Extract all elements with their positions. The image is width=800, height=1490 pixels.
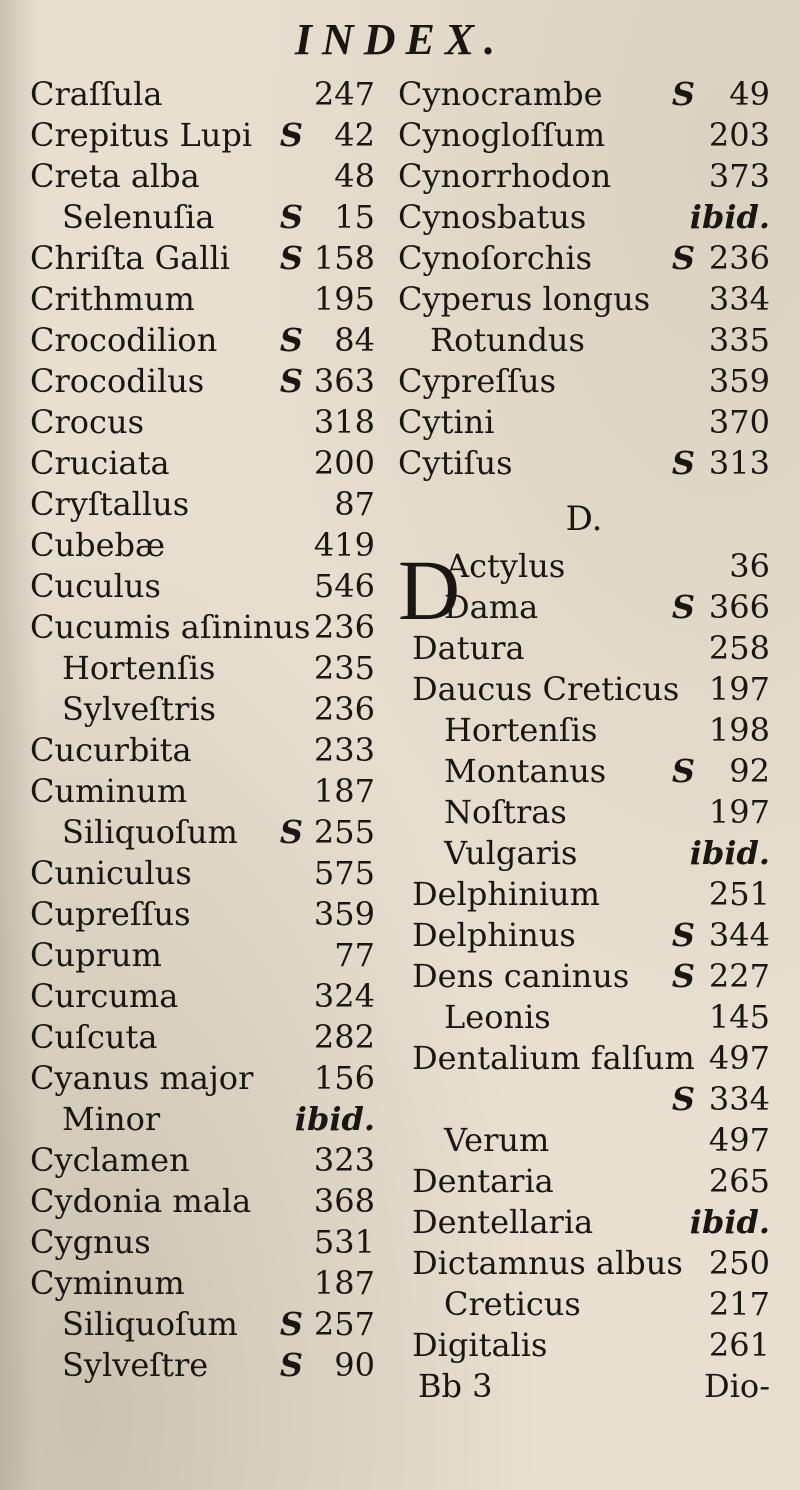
entry-term: Delphinium: [412, 875, 600, 913]
index-entry: [412, 1325, 770, 1366]
entry-page: 258: [708, 629, 770, 667]
entry-page: 370: [708, 403, 770, 441]
index-entry: [30, 443, 375, 484]
index-entry: [412, 915, 770, 956]
entry-page: 92: [729, 752, 770, 790]
index-entry: [412, 874, 770, 915]
entry-term: Cynorrhodon: [398, 157, 612, 195]
entry-page: 49: [729, 75, 770, 113]
entry-s-mark: S: [671, 1080, 695, 1118]
entry-term: Dama: [444, 588, 539, 626]
index-entry: [30, 935, 375, 976]
entry-term: Cuprum: [30, 936, 162, 974]
index-entry: [30, 1222, 375, 1263]
entry-term: Cynosbatus: [398, 198, 587, 236]
index-entry: [412, 956, 770, 997]
entry-page: 419: [313, 526, 375, 564]
entry-term: Cryſtallus: [30, 485, 190, 523]
entry-page: 235: [313, 649, 375, 687]
index-entry: [398, 156, 770, 197]
entry-term: Cuniculus: [30, 854, 192, 892]
entry-term: Dentaria: [412, 1162, 554, 1200]
entry-term: Cyperus longus: [398, 280, 651, 318]
index-entry: [30, 1017, 375, 1058]
index-entry: [398, 197, 770, 238]
entry-term: Creta alba: [30, 157, 200, 195]
entry-term: Chriſta Galli: [30, 239, 230, 277]
entry-term: Curcuma: [30, 977, 179, 1015]
right-column-c-entries: [398, 74, 770, 484]
entry-term: Sylveſtre: [62, 1346, 209, 1384]
entry-page: 197: [708, 793, 770, 831]
entry-page: 90: [334, 1346, 375, 1384]
entry-page: 255: [313, 813, 375, 851]
index-entry: [398, 361, 770, 402]
entry-page: 334: [708, 280, 770, 318]
entry-term: Cyminum: [30, 1264, 185, 1302]
entry-term: Cypreſſus: [398, 362, 556, 400]
entry-term: Actylus: [446, 547, 566, 585]
index-entry: [30, 689, 375, 730]
entry-page: 156: [313, 1059, 375, 1097]
index-entry: [30, 1345, 375, 1386]
index-entry: [30, 115, 375, 156]
entry-page: 282: [313, 1018, 375, 1056]
index-entry: [30, 156, 375, 197]
section-letter: D.: [565, 499, 603, 539]
entry-page: 335: [708, 321, 770, 359]
index-entry: [30, 730, 375, 771]
entry-term: Cynoſorchis: [398, 239, 593, 277]
entry-page: 227: [708, 957, 770, 995]
index-entry: [30, 566, 375, 607]
left-column: [30, 74, 375, 1386]
index-entry: [30, 812, 375, 853]
entry-term: Crocodilus: [30, 362, 205, 400]
entry-page: 575: [313, 854, 375, 892]
index-entry: [398, 402, 770, 443]
entry-page: 217: [708, 1285, 770, 1323]
entry-term: Cyanus major: [30, 1059, 254, 1097]
index-entry: [30, 402, 375, 443]
index-entry: [412, 1202, 770, 1243]
entry-term: Verum: [444, 1121, 550, 1159]
entry-page: 187: [313, 772, 375, 810]
entry-term: Selenuſia: [62, 198, 215, 236]
entry-page: 145: [708, 998, 770, 1036]
entry-term: Cyclamen: [30, 1141, 190, 1179]
entry-page: 48: [334, 157, 375, 195]
entry-s-mark: S: [279, 813, 303, 851]
index-entry: [412, 751, 770, 792]
entry-s-mark: S: [279, 1305, 303, 1343]
entry-term: Siliquoſum: [62, 813, 238, 851]
index-entry: [30, 771, 375, 812]
entry-page: 87: [334, 485, 375, 523]
entry-s-mark: S: [279, 362, 303, 400]
entry-page: 359: [313, 895, 375, 933]
entry-s-mark: S: [279, 321, 303, 359]
entry-term: Cupreſſus: [30, 895, 191, 933]
entry-page: 368: [313, 1182, 375, 1220]
entry-page: ibid.: [689, 834, 770, 872]
entry-page: 334: [708, 1080, 770, 1118]
entry-page: 236: [313, 608, 375, 646]
entry-term: Cytini: [398, 403, 495, 441]
entry-page: 84: [334, 321, 375, 359]
entry-term: Montanus: [444, 752, 607, 790]
index-entry: [412, 1038, 770, 1079]
index-entry: [30, 1263, 375, 1304]
entry-s-mark: S: [279, 198, 303, 236]
entry-page: 236: [313, 690, 375, 728]
entry-s-mark: S: [671, 444, 695, 482]
index-entry: [30, 853, 375, 894]
entry-page: 318: [313, 403, 375, 441]
entry-page: 497: [708, 1039, 770, 1077]
entry-page: 497: [708, 1121, 770, 1159]
entry-page: ibid.: [294, 1100, 375, 1138]
entry-term: Cucumis aſininus: [30, 608, 311, 646]
entry-page: 233: [313, 731, 375, 769]
entry-page: 373: [708, 157, 770, 195]
right-column: [398, 74, 770, 1407]
entry-term: Dens caninus: [412, 957, 630, 995]
entry-page: 77: [334, 936, 375, 974]
entry-term: Digitalis: [412, 1326, 548, 1364]
entry-term: Leonis: [444, 998, 551, 1036]
entry-term: Cuſcuta: [30, 1018, 158, 1056]
entry-term: Hortenſis: [444, 711, 598, 749]
entry-term: Hortenſis: [62, 649, 216, 687]
index-entry: [30, 238, 375, 279]
entry-page: 158: [313, 239, 375, 277]
index-entry: [398, 443, 770, 484]
entry-page: 203: [708, 116, 770, 154]
entry-term: Minor: [62, 1100, 161, 1138]
entry-page: 195: [313, 280, 375, 318]
entry-term: Dentalium falſum: [412, 1039, 695, 1077]
index-entry: [412, 710, 770, 751]
entry-page: 359: [708, 362, 770, 400]
entry-page: 363: [313, 362, 375, 400]
index-entry: [412, 1079, 770, 1120]
entry-page: 344: [708, 916, 770, 954]
index-entry: [398, 74, 770, 115]
entry-term: Siliquoſum: [62, 1305, 238, 1343]
entry-s-mark: S: [671, 752, 695, 790]
entry-term: Cygnus: [30, 1223, 151, 1261]
index-entry: [412, 1284, 770, 1325]
index-entry: [412, 833, 770, 874]
entry-term: Dictamnus albus: [412, 1244, 683, 1282]
entry-term: Cucurbita: [30, 731, 192, 769]
index-entry: [30, 1140, 375, 1181]
entry-term: Crithmum: [30, 280, 195, 318]
entry-term: Cytiſus: [398, 444, 513, 482]
entry-s-mark: S: [279, 116, 303, 154]
entry-term: Daucus Creticus: [412, 670, 680, 708]
entry-s-mark: S: [279, 239, 303, 277]
index-entry: [398, 115, 770, 156]
entry-page: 36: [729, 547, 770, 585]
index-entry: [30, 74, 375, 115]
entry-page: 250: [708, 1244, 770, 1282]
entry-page: 257: [313, 1305, 375, 1343]
entry-term: Delphinus: [412, 916, 576, 954]
index-entry: [30, 320, 375, 361]
entry-page: 200: [313, 444, 375, 482]
index-entry: [30, 1058, 375, 1099]
entry-term: Datura: [412, 629, 525, 667]
entry-term: Cydonia mala: [30, 1182, 252, 1220]
entry-s-mark: S: [671, 916, 695, 954]
entry-term: Sylveſtris: [62, 690, 216, 728]
entry-page: 324: [313, 977, 375, 1015]
index-entry: [412, 1243, 770, 1284]
entry-page: 15: [334, 198, 375, 236]
index-entry: [30, 648, 375, 689]
entry-page: 187: [313, 1264, 375, 1302]
entry-page: 251: [708, 875, 770, 913]
entry-s-mark: S: [671, 957, 695, 995]
index-entry: [30, 607, 375, 648]
entry-s-mark: S: [671, 588, 695, 626]
index-entry: [412, 1161, 770, 1202]
entry-page: ibid.: [689, 1203, 770, 1241]
entry-term: Crocodilion: [30, 321, 218, 359]
entry-page: 198: [708, 711, 770, 749]
entry-term: Creticus: [444, 1285, 581, 1323]
entry-page: 261: [708, 1326, 770, 1364]
entry-s-mark: S: [671, 239, 695, 277]
index-entry: [30, 894, 375, 935]
index-entry: [412, 587, 770, 628]
entry-s-mark: S: [671, 75, 695, 113]
index-entry: [412, 997, 770, 1038]
index-entry: [30, 976, 375, 1017]
index-entry: [30, 484, 375, 525]
page-header: INDEX.: [294, 15, 506, 64]
entry-term: Cruciata: [30, 444, 170, 482]
entry-term: Crocus: [30, 403, 144, 441]
entry-term: Cuminum: [30, 772, 188, 810]
entry-page: 197: [708, 670, 770, 708]
entry-term: Cynocrambe: [398, 75, 603, 113]
entry-page: 42: [334, 116, 375, 154]
entry-page: 236: [708, 239, 770, 277]
index-entry: [30, 361, 375, 402]
index-entry: [398, 320, 770, 361]
index-entry: [30, 525, 375, 566]
entry-term: Cuculus: [30, 567, 161, 605]
index-entry: [412, 669, 770, 710]
index-entry: [30, 1099, 375, 1140]
index-entry: [412, 628, 770, 669]
index-entry: [398, 238, 770, 279]
page-footer: [398, 1366, 770, 1407]
entry-term: Dentellaria: [412, 1203, 594, 1241]
index-entry: [30, 1304, 375, 1345]
entry-term: Cynogloſſum: [398, 116, 606, 154]
entry-term: Rotundus: [430, 321, 585, 359]
index-entry: [412, 1120, 770, 1161]
entry-page: ibid.: [689, 198, 770, 236]
index-entry: [412, 792, 770, 833]
index-entry: [398, 279, 770, 320]
entry-term: Vulgaris: [444, 834, 578, 872]
signature-mark: Bb 3: [418, 1367, 493, 1405]
entry-s-mark: S: [279, 1346, 303, 1384]
entry-term: Cubebæ: [30, 526, 166, 564]
catchword: Dio-: [704, 1367, 770, 1405]
entry-page: 366: [708, 588, 770, 626]
entry-page: 323: [313, 1141, 375, 1179]
entry-page: 546: [313, 567, 375, 605]
index-entry: [30, 279, 375, 320]
entry-term: Noſtras: [444, 793, 567, 831]
entry-page: 247: [313, 75, 375, 113]
drop-cap-d: D: [398, 542, 461, 638]
entry-term: Craſſula: [30, 75, 163, 113]
index-entry: [30, 1181, 375, 1222]
entry-page: 313: [708, 444, 770, 482]
entry-page: 531: [313, 1223, 375, 1261]
right-column-d-entries: [398, 587, 770, 1366]
entry-page: 265: [708, 1162, 770, 1200]
section-heading-d: [398, 484, 770, 546]
index-entry: [30, 197, 375, 238]
entry-term: Crepitus Lupi: [30, 116, 253, 154]
